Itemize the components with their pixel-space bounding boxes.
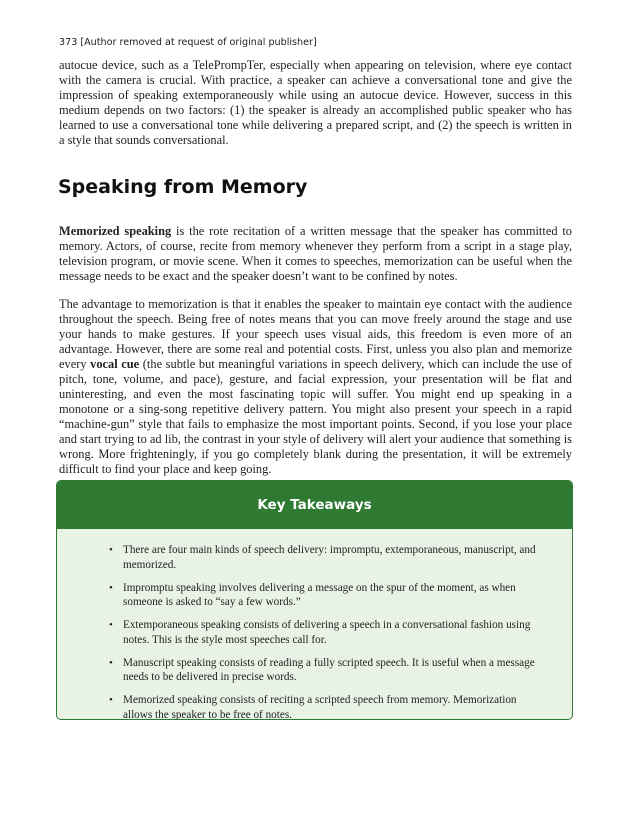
bullet-icon: •	[109, 694, 113, 706]
list-item-text: Manuscript speaking consists of reading a fully scripted speech. It is useful when a message needs to be delivered in precise words.	[123, 656, 535, 683]
key-takeaways-title: Key Takeaways	[57, 481, 572, 529]
page-attribution: [Author removed at request of original publisher]	[80, 37, 317, 48]
list-item-text: Impromptu speaking involves delivering a message on the spur of the moment, as when someone is asked to “say a few words.”	[123, 581, 516, 608]
term-memorized-speaking: Memorized speaking	[59, 224, 172, 238]
term-vocal-cue: vocal cue	[90, 357, 140, 371]
list-item	[109, 693, 539, 720]
paragraph-text-end: (the subtle but meaningful variations in speech delivery, which can include the use of pitch, tone, volume, and pace), gesture, and facial expression, your presentation will be flat and uninteresting, and even the most fascinating topic will suffer. You might end up speaking in a monotone or a sing-song repetitive delivery pattern. You might also present your speech in a rapid “machine-gun” style that fails to emphasize the most important points. Second, if you lose your place and start trying to ad lib, the contrast in your style of delivery will alert your audience that something is wrong. More frighteningly, if you go completely blank during the presentation, it will be extremely difficult to find your place and keep going.	[59, 357, 572, 476]
list-item-text: There are four main kinds of speech delivery: impromptu, extemporaneous, manuscript, and memorized.	[123, 544, 536, 571]
list-item	[109, 543, 539, 572]
list-item-text: Extemporaneous speaking consists of delivering a speech in a conversational fashion using notes. This is the style most speeches call for.	[123, 619, 531, 646]
advantages-paragraph	[59, 297, 572, 477]
bullet-icon: •	[109, 619, 113, 631]
list-item	[109, 656, 539, 685]
memorized-speaking-paragraph	[59, 224, 572, 284]
paragraph-text-start: The advantage to memorization is that it enables the speaker to maintain eye contact with the audience throughout the speech. Being free of notes means that you can move freely around the stage and use your hands to make gestures. If your speech uses visual aids, this freedom is even more of an advantage. However, there are some real and potential costs. First, unless you also plan and memorize every	[59, 297, 572, 371]
bullet-icon: •	[109, 544, 113, 556]
page-header	[59, 37, 317, 48]
takeaways-list	[109, 543, 539, 720]
list-item	[109, 581, 539, 610]
list-item	[109, 618, 539, 647]
bullet-icon: •	[109, 581, 113, 594]
intro-paragraph: autocue device, such as a TelePrompTer, especially when appearing on television, where eye contact with the camera is crucial. With practice, a speaker can achieve a conversational tone and give the impression of speaking extemporaneously while using an autocue device. However, success in this medium depends on two factors: (1) the speaker is already an accomplished public speaker who has learned to use a conversational tone while delivering a prepared script, and (2) the speech is written in a style that sounds conversational.	[59, 58, 572, 147]
section-heading: Speaking from Memory	[58, 176, 308, 198]
bullet-icon: •	[109, 656, 113, 669]
page-number: 373	[59, 37, 78, 48]
paragraph-text: is the rote recitation of a written message that the speaker has committed to memory. Actors, of course, recite from memory whenever they perform from a script in a stage play, television program, or movie scene. When it comes to speeches, memorization can be useful when the message needs to be exact and the speaker doesn’t want to be confined by notes.	[59, 224, 572, 283]
key-takeaways-box	[56, 480, 573, 720]
list-item-text: Memorized speaking consists of reciting a scripted speech from memory. Memorization allows the speaker to be free of notes.	[123, 694, 517, 720]
